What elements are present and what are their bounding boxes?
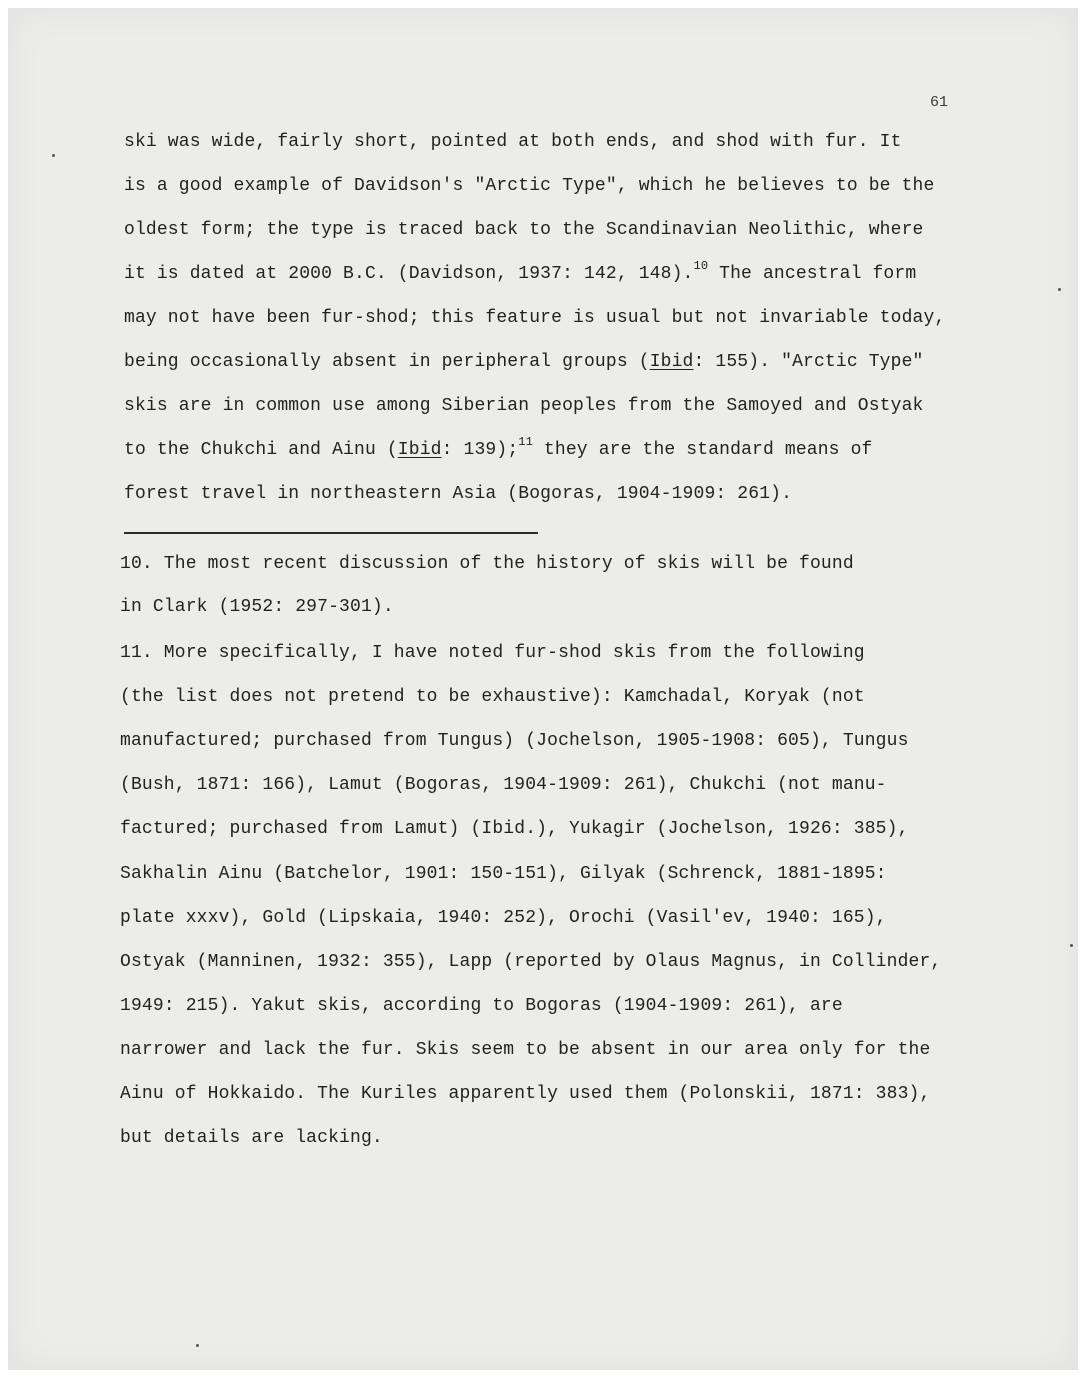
footnote-11-line: (the list does not pretend to be exhaustive): Kamchadal, Koryak (not [120,687,865,707]
body-text: being occasionally absent in peripheral groups ( [124,352,650,372]
body-line: ski was wide, fairly short, pointed at both ends, and shod with fur. It [124,132,902,152]
ibid-underlined: Ibid [649,352,694,372]
body-line: may not have been fur-shod; this feature is usual but not invariable today, [124,308,946,328]
body-line [124,352,924,372]
footnote-11-line: but details are lacking. [120,1128,383,1148]
body-text: to the Chukchi and Ainu ( [124,440,398,460]
body-text: : 139); [441,440,519,460]
footnote-ref-11: 11 [518,435,533,449]
body-line: skis are in common use among Siberian peoples from the Samoyed and Ostyak [124,396,924,416]
footnote-11-line: manufactured; purchased from Tungus) (Jochelson, 1905-1908: 605), Tungus [120,731,909,751]
body-line [124,435,873,460]
body-line: oldest form; the type is traced back to the Scandinavian Neolithic, where [124,220,924,240]
body-line: is a good example of Davidson's "Arctic Type", which he believes to be the [124,176,935,196]
body-text: The ancestral form [708,264,917,284]
footnote-11-line: 11. More specifically, I have noted fur-shod skis from the following [120,643,865,663]
document-page [8,8,1078,1370]
scan-speck [1058,288,1061,291]
footnote-11-line: (Bush, 1871: 166), Lamut (Bogoras, 1904-1909: 261), Chukchi (not manu- [120,775,887,795]
footnote-11-line: narrower and lack the fur. Skis seem to be absent in our area only for the [120,1040,931,1060]
footnote-10-line: in Clark (1952: 297-301). [120,597,394,617]
body-line: forest travel in northeastern Asia (Bogoras, 1904-1909: 261). [124,484,793,504]
footnote-11-line: 1949: 215). Yakut skis, according to Bogoras (1904-1909: 261), are [120,996,843,1016]
body-text: it is dated at 2000 B.C. (Davidson, 1937: 142, 148). [124,264,694,284]
scan-speck [52,154,55,157]
ibid-underlined: Ibid [397,440,442,460]
page-number: 61 [930,94,949,111]
footnote-11-line: plate xxxv), Gold (Lipskaia, 1940: 252), Orochi (Vasil'ev, 1940: 165), [120,908,887,928]
body-text: they are the standard means of [532,440,873,460]
footnote-11-line: Ainu of Hokkaido. The Kuriles apparently used them (Polonskii, 1871: 383), [120,1084,931,1104]
scan-speck [196,1344,199,1347]
body-text: : 155). "Arctic Type" [693,352,924,372]
footnote-11-line: Sakhalin Ainu (Batchelor, 1901: 150-151), Gilyak (Schrenck, 1881-1895: [120,864,887,884]
footnote-11-line: factured; purchased from Lamut) (Ibid.), Yukagir (Jochelson, 1926: 385), [120,819,909,839]
footnote-11-line: Ostyak (Manninen, 1932: 355), Lapp (reported by Olaus Magnus, in Collinder, [120,952,942,972]
footnote-ref-10: 10 [693,259,709,273]
body-line [124,259,917,284]
footnote-separator [124,532,538,534]
scan-speck [1070,944,1073,947]
footnote-10-line: 10. The most recent discussion of the history of skis will be found [120,554,854,574]
